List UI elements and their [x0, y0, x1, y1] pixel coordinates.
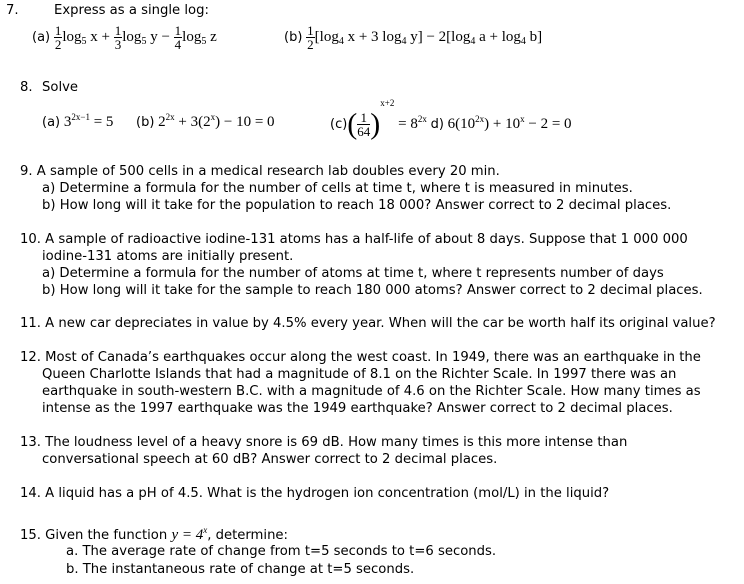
q7b-label: (b) [284, 29, 303, 45]
q11-line: 11. A new car depreciates in value by 4.5% every year. When will the car be worth half its original value? [20, 316, 716, 331]
q8a-expression: (a) $3^{2x-1} = 5$ [42, 112, 114, 130]
q9-line: 9. A sample of 500 cells in a medical research lab doubles every 20 min. [20, 164, 500, 179]
q8c-expression: (c)( $\frac{1}{64}$ )$^{x+2} = 8^{2x}$ d) $6(10^{2x}) + 10^x - 2 = 0$ [330, 98, 572, 141]
q10-line: a) Determine a formula for the number of atoms at time t, where t represents number of days [42, 266, 664, 281]
q14-line: 14. A liquid has a pH of 4.5. What is the hydrogen ion concentration (mol/L) in the liquid? [20, 486, 610, 501]
q8b-expression: (b) $2^{2x} + 3(2^x) - 10 = 0$ [136, 112, 275, 130]
q8-prompt: Solve [42, 80, 79, 95]
q15-intro-line: 15. Given the function $y = 4^x$, determine: [20, 525, 288, 543]
q8-number: 8. [20, 80, 33, 95]
q15-line: a. The average rate of change from t=5 seconds to t=6 seconds. [66, 544, 497, 559]
q15-line: b. The instantaneous rate of change at t=5 seconds. [66, 562, 415, 577]
q10-line: b) How long will it take for the sample to reach 180 000 atoms? Answer correct to 2 decimal places. [42, 283, 703, 298]
q12-line: 12. Most of Canada’s earthquakes occur along the west coast. In 1949, there was an earthquake in the [20, 350, 701, 365]
q10-line: iodine-131 atoms are initially present. [42, 249, 294, 264]
q10-line: 10. A sample of radioactive iodine-131 atoms has a half-life of about 8 days. Suppose that 1 000 000 [20, 232, 688, 247]
q7a-expression: (a) $\frac{1}{2}$ $\log_5 x$ + $\frac{1}{3}$ $\log_5 y$ − $\frac{1}{4}$ $\log_5 z$ [32, 23, 217, 52]
q7-number: 7. [6, 3, 19, 18]
q13-line: 13. The loudness level of a heavy snore is 69 dB. How many times is this more intense than [20, 435, 628, 450]
q12-line: earthquake in south-western B.C. with a magnitude of 4.6 on the Richter Scale. How many times as [42, 384, 701, 399]
q7-prompt: Express as a single log: [54, 3, 209, 18]
q12-line: intense as the 1997 earthquake was the 1949 earthquake? Answer correct to 2 decimal places. [42, 401, 673, 416]
q9-line: a) Determine a formula for the number of cells at time t, where t is measured in minutes. [42, 181, 633, 196]
q7b-expression: (b) $\frac{1}{2}$ [$\log_4$ x + 3 $\log_4 y] - 2[\log_4$ $a + \log_4 b$] [284, 23, 543, 52]
q9-line: b) How long will it take for the population to reach 18 000? Answer correct to 2 decimal places. [42, 198, 672, 213]
q12-line: Queen Charlotte Islands that had a magnitude of 8.1 on the Richter Scale. In 1997 there was an [42, 367, 677, 382]
q13-line: conversational speech at 60 dB? Answer correct to 2 decimal places. [42, 452, 498, 467]
q7a-label: (a) [32, 29, 51, 45]
